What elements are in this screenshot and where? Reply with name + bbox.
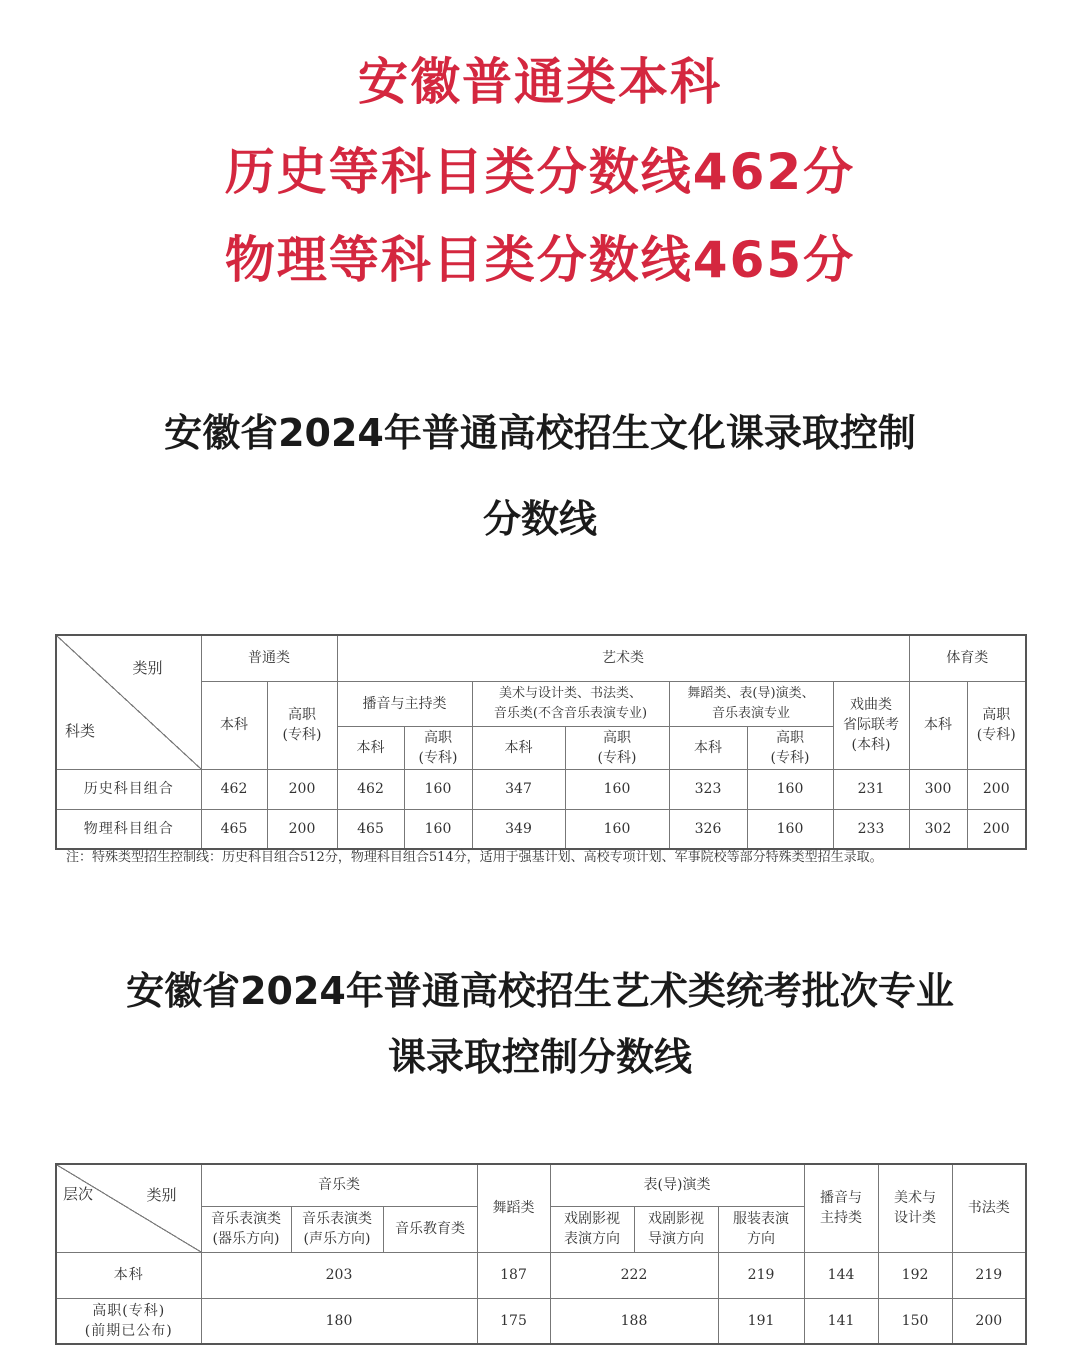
table1-cell: 323 [669, 769, 747, 809]
table1-cell: 465 [201, 809, 267, 849]
section1-title-line-1: 安徽省2024年普通高校招生文化课录取控制 [164, 411, 916, 455]
table1-cell: 349 [472, 809, 565, 849]
table1-wudao-benke: 本科 [669, 726, 747, 769]
table1-cell: 200 [267, 809, 337, 849]
table2-sub-qiyue: 音乐表演类 (器乐方向) [201, 1206, 291, 1252]
table1-putong-benke: 本科 [201, 681, 267, 769]
table2-header-meishu: 美术与 设计类 [878, 1164, 952, 1252]
table1-sub-meishu: 美术与设计类、书法类、 音乐类(不含音乐表演专业) [472, 681, 669, 726]
table2-cell: 200 [952, 1298, 1026, 1344]
table2-cell: 191 [718, 1298, 804, 1344]
culture-score-table [55, 634, 1027, 850]
table1-cell: 462 [337, 769, 404, 809]
table1-sub-xiqu: 戏曲类 省际联考 (本科) [833, 681, 909, 769]
table1-corner-category: 类别 [132, 659, 163, 677]
table2-header-boyin: 播音与 主持类 [804, 1164, 878, 1252]
art-score-table [55, 1163, 1027, 1345]
table1-wudao-gaozhi: 高职 (专科) [747, 726, 833, 769]
table2-corner-cell [56, 1164, 201, 1252]
table2-sub-fuzhuang: 服装表演 方向 [718, 1206, 804, 1252]
table2-sub-biaoyan: 戏剧影视 表演方向 [550, 1206, 634, 1252]
table1-sub-wudao: 舞蹈类、表(导)演类、 音乐表演专业 [669, 681, 833, 726]
table1-row-label: 物理科目组合 [56, 809, 201, 849]
table2-cell: 192 [878, 1252, 952, 1298]
table2-header-yinyue: 音乐类 [201, 1164, 477, 1206]
table1-meishu-benke: 本科 [472, 726, 565, 769]
table-row [56, 809, 1026, 849]
table1-header-yishu: 艺术类 [337, 635, 909, 681]
table1-cell: 465 [337, 809, 404, 849]
table2-header-wudao: 舞蹈类 [477, 1164, 550, 1252]
table1-cell: 160 [747, 809, 833, 849]
table1-cell: 160 [747, 769, 833, 809]
table2-cell: 141 [804, 1298, 878, 1344]
table1-corner-subject: 科类 [65, 721, 96, 740]
table-row [56, 769, 1026, 809]
table2-cell: 187 [477, 1252, 550, 1298]
table1-cell: 160 [565, 809, 669, 849]
table2-cell: 188 [550, 1298, 718, 1344]
table1-cell: 233 [833, 809, 909, 849]
special-type-note: 注：特殊类型招生控制线：历史科目组合512分，物理科目组合514分，适用于强基计划、高校专项计划、军事院校等部分特殊类型招生录取。 [66, 850, 883, 865]
table2-cell: 144 [804, 1252, 878, 1298]
table1-tiyu-benke: 本科 [909, 681, 967, 769]
table1-header-tiyu: 体育类 [909, 635, 1026, 681]
table1-cell: 300 [909, 769, 967, 809]
table1-sub-bochi: 播音与主持类 [337, 681, 472, 726]
table1-bochi-gaozhi: 高职 (专科) [404, 726, 472, 769]
table1-cell: 347 [472, 769, 565, 809]
table1-row-label: 历史科目组合 [56, 769, 201, 809]
table2-cell: 219 [718, 1252, 804, 1298]
table2-corner-category: 类别 [146, 1186, 177, 1204]
table2-cell: 203 [201, 1252, 477, 1298]
section2-title-line-1: 安徽省2024年普通高校招生艺术类统考批次专业 [126, 969, 954, 1013]
table-row [56, 1252, 1026, 1298]
table2-header-shufa: 书法类 [952, 1164, 1026, 1252]
table2-row-label: 本科 [56, 1252, 201, 1298]
table-row [56, 1298, 1026, 1344]
table2-cell: 180 [201, 1298, 477, 1344]
table2-cell: 222 [550, 1252, 718, 1298]
table1-cell: 200 [967, 809, 1026, 849]
table1-meishu-gaozhi: 高职 (专科) [565, 726, 669, 769]
table1-cell: 160 [404, 769, 472, 809]
table1-cell: 200 [267, 769, 337, 809]
table1-corner-cell [56, 635, 201, 769]
table2-row-label: 高职(专科) (前期已公布) [56, 1298, 201, 1344]
table1-header-putong: 普通类 [201, 635, 337, 681]
table1-cell: 200 [967, 769, 1026, 809]
table2-header-biaodao: 表(导)演类 [550, 1164, 804, 1206]
table2-sub-shengyue: 音乐表演类 (声乐方向) [291, 1206, 383, 1252]
headline-line-3: 物理等科目类分数线465分 [224, 231, 856, 289]
table1-putong-gaozhi: 高职 (专科) [267, 681, 337, 769]
table1-cell: 302 [909, 809, 967, 849]
section2-title-line-2: 课录取控制分数线 [387, 1035, 692, 1079]
table2-cell: 175 [477, 1298, 550, 1344]
headline-line-1: 安徽普通类本科 [358, 53, 722, 111]
table1-cell: 326 [669, 809, 747, 849]
table2-sub-jiaoyu: 音乐教育类 [383, 1206, 477, 1252]
table2-cell: 150 [878, 1298, 952, 1344]
table1-bochi-benke: 本科 [337, 726, 404, 769]
table1-tiyu-gaozhi: 高职 (专科) [967, 681, 1026, 769]
table1-cell: 231 [833, 769, 909, 809]
table2-sub-daoyan: 戏剧影视 导演方向 [634, 1206, 718, 1252]
table1-cell: 160 [565, 769, 669, 809]
section1-title-line-2: 分数线 [482, 497, 597, 541]
table1-cell: 462 [201, 769, 267, 809]
table2-cell: 219 [952, 1252, 1026, 1298]
table1-cell: 160 [404, 809, 472, 849]
table2-corner-level: 层次 [63, 1184, 94, 1203]
headline-line-2: 历史等科目类分数线462分 [224, 143, 856, 201]
